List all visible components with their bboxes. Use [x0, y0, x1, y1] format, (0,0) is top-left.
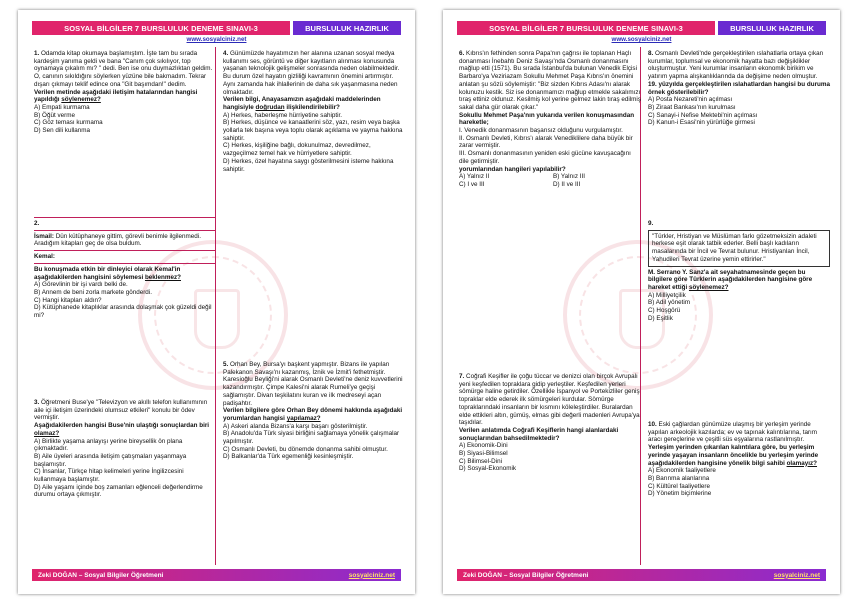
exam-page-left [18, 10, 415, 594]
option-b[interactable]: B) Öğüt verme [34, 111, 75, 119]
statement-item: II. Osmanlı Devleti, Kıbrıs'ı alarak Venediklilere daha büyük bir zarar vermiştir. [459, 134, 633, 150]
option-c[interactable]: C) Sanayi-i Nefise Mektebi'nin açılması [648, 111, 758, 119]
question-1 [34, 50, 216, 135]
question-number: 10. [648, 421, 657, 428]
question-divider [34, 217, 216, 218]
question-text: Öğretmeni Buse'ye "Televizyon ve akıllı telefon kullanımının aile içi iletişim üzerindeki olumsuz etkileri" konulu bir ödev vermiştir. [34, 399, 208, 422]
question-number: 7. [459, 373, 465, 380]
question-text: Odamda kitap okumaya başlamıştım. İşte tam bu sırada kardeşim yanıma geldi ve bana "Canım çok sıkılıyor, top oynamaya çıkalım mı? " dedi. Ben ise onu duymazlıktan geldim. O, canının sıkıldığını söylerken yüzüne bile bakmadım. Tekrar dışarı çıkmayı teklif edince ona "Git başımdan!" dedim. [34, 50, 213, 88]
footer-author: Zeki DOĞAN – Sosyal Bilgiler Öğretmeni [463, 571, 589, 579]
question-7 [459, 373, 641, 473]
page-header [32, 21, 401, 35]
page-header [457, 21, 826, 35]
question-text: Orhan Bey, Bursa'yı başkent yapmıştır. Bizans ile yapılan Palekanon Savaşı'nı kazanmış, İznik ve İzmit'i fethetmiştir. Karesioğlu Beyliği'ni alarak Osmanlı Devleti'ne deniz kuvvetlerini kazandırmıştır. Çimpe Kalesi'ni alarak Rumeli'ye geçişi sağlamıştır. Divan teşkilatını kuran ve ilk medreseyi açan padişahtır. [223, 361, 403, 407]
question-stem: Yerleşim yerinden çıkarılan kalıntılara göre, bu yerleşim yerinde yaşayan insanların öncelikle bu yerleşim yerinde aşağıdakilerden hangisine yönelik bilgi sahibi [648, 444, 819, 467]
question-stem: yorumlarından hangileri yapılabilir? [459, 165, 566, 173]
option-b[interactable]: B) Anadolu'da Türk siyasi birliğini sağlamaya yönelik çalışmalar yapılmıştır. [223, 430, 400, 446]
question-text: Kıbrıs'ın fethinden sonra Papa'nın çağrısı ile toplanan Haçlı donanması İnebahtı Deniz Savaşı'nda Osmanlı donanmasını mağlup etti (1571). Bu sırada İstanbul'da bulunan Venedik Elçisi Barbaro'ya Veziriazam Sokullu Mehmet Paşa Kıbrıs'ın önemini anlatan şu sözü söylemiştir: "Biz sizden Kıbrıs Adası'nı alarak kolunuzu kestik. Siz ise donanmamızı mağlup etmekle sakalımızı tıraş ettiniz oldunuz. Kesilmiş kol yerine gelmez lakin tıraş edilmiş sakal daha gür olarak çıkar." [459, 50, 641, 111]
question-10 [648, 421, 830, 498]
question-stem-emph: yapılamaz? [286, 414, 321, 422]
option-d[interactable]: D) Balkanlar'da Türk egemenliği kesinleşmiştir. [223, 453, 354, 461]
quote-box [648, 230, 830, 267]
question-stem: Aşağıdakilerden hangisi Buse'nin ulaştığı sonuçlardan biri [34, 422, 210, 430]
question-stem: 19. yüzyılda gerçekleştirilen ıslahatlardan hangisi bu duruma örnek gösterilebilir? [648, 80, 830, 96]
question-number: 6. [459, 50, 465, 57]
speaker-label: İsmail: [34, 232, 54, 240]
question-stem: Verilen metinde aşağıdaki iletişim hatalarından hangisi yapıldığı [34, 88, 198, 104]
option-d[interactable]: D) Kanun-i Esasi'nin yürürlüğe girmesi [648, 119, 755, 127]
question-stem-emph: olamayız? [786, 459, 818, 467]
statement-item: III. Osmanlı donanmasının yeniden eski gücüne kavuşacağını dile getirmiştir. [459, 150, 631, 165]
question-stem: Verilen bilgilere göre Orhan Bey dönemi hakkında aşağıdaki yorumlardan hangisi [223, 407, 403, 422]
option-c[interactable]: C) İnsanlar, Türkçe hitap kelimeleri yerine İngilizcesini kullanmaya başlamıştır. [34, 468, 184, 484]
option-a[interactable]: A) Ekonomik faaliyetlere [648, 467, 716, 475]
option-b[interactable]: B) Annem de beni zorla markete gönderdi. [34, 288, 152, 296]
page-footer [457, 569, 826, 581]
question-stem-emph: beklenmez? [144, 273, 181, 281]
question-number: 9. [648, 220, 654, 227]
option-c[interactable]: C) Herkes, kişiliğine bağlı, dokunulmaz, devredilmez, vazgeçilmez temel hak ve hürriyetlere sahiptir. [223, 142, 371, 158]
option-c[interactable]: C) Bilimsel-Dini [459, 457, 503, 465]
question-stem: Verilen bilgi, Anayasamızın aşağıdaki maddelerinden hangisiyle [223, 96, 381, 111]
option-c[interactable]: C) Hangi kitapları aldın? [34, 296, 102, 304]
option-b[interactable]: B) Adil yönetim [648, 299, 690, 307]
option-c[interactable]: C) Kültürel faaliyetlere [648, 482, 710, 490]
option-a[interactable]: A) Herkes, haberleşme hürriyetine sahiptir. [223, 111, 342, 119]
question-text: Günümüzde hayatımızın her alanına uzanan sosyal medya kullanımı ses, görüntü ve diğer kayıtların alınması konusunda yaşanan teknolojik gelişmeler sonrasında neden olabilmektedir. Bu durum özel hayatın gizliliği kavramının önemini artırmıştır. Aynı zamanda hak ihlallerinin de daha sık yaşanmasına neden olmaktadır. [223, 50, 400, 96]
site-link[interactable]: www.sosyalciniz.net [611, 36, 672, 43]
question-stem: ilişkilendirilebilir? [286, 103, 340, 111]
option-a[interactable]: A) Milliyetçilik [648, 291, 686, 299]
option-a[interactable]: A) Yalnız II [459, 173, 490, 181]
question-6 [459, 50, 641, 189]
option-c[interactable]: C) I ve III [459, 180, 485, 188]
exam-badge: BURSLULUK HAZIRLIK [293, 21, 401, 35]
speaker-label: Kemal: [34, 253, 55, 261]
option-c[interactable]: C) Hoşgörü [648, 307, 681, 315]
option-b[interactable]: B) Ziraat Bankası'nın kurulması [648, 103, 736, 111]
option-d[interactable]: D) Sosyal-Ekonomik [459, 465, 517, 473]
question-number: 3. [34, 399, 40, 406]
option-d[interactable]: D) Herkes, özel hayatına saygı gösterilmesini isteme hakkına sahiptir. [223, 157, 394, 173]
option-d[interactable]: D) Kütüphanede kitaplıklar arasında dolaşmak çok güzeldi değil mi? [34, 304, 212, 320]
question-number: 4. [223, 50, 229, 57]
question-stem-emph: olamaz? [34, 429, 60, 437]
site-link[interactable]: www.sosyalciniz.net [186, 36, 247, 43]
option-b[interactable]: B) Siyasi-Bilimsel [459, 450, 508, 458]
question-stem-emph: doğrudan [255, 103, 285, 111]
question-text: Coğrafi Keşifler ile çoğu tüccar ve denizci olan birçok Avrupalı yeni keşfedilen topraklara gidip yerleştiler. Keşfedilen yerleri sömürge haline getirdiler. Özellikle İspanyol ve Portekizliler geniş topraklar elde ederek ilk sömürgeleri kurdular. Sömürge topraklarındaki insanların bir kısmını köleleştirdiler. Buralardan elde ettikleri altın, gümüş, elmas gibi değerli madenleri Avrupa'ya taşıdılar. [459, 373, 640, 427]
option-a[interactable]: A) Birlikte yaşama anlayışı yerine bireysellik ön plana çıkmaktadır. [34, 437, 183, 453]
option-c[interactable]: C) Göz teması kurmama [34, 119, 103, 127]
question-stem: Verilen anlatımda Coğrafi Keşiflerin hangi alanlardaki sonuçlarından bahsedilmektedir? [459, 426, 619, 442]
question-stem-emph: söylenemez? [688, 283, 729, 291]
question-number: 1. [34, 50, 40, 57]
footer-site-link[interactable]: sosyalciniz.net [773, 571, 820, 579]
option-a[interactable]: A) Askeri alanda Bizans'a karşı başarı gösterilmiştir. [223, 422, 368, 430]
option-a[interactable]: A) Görevlinin bir işi vardı belki de. [34, 281, 128, 289]
option-d[interactable]: D) II ve III [553, 180, 581, 188]
question-text: Eski çağlardan günümüze ulaşmış bir yerleşim yerinde yapılan arkeolojik kazılarda; ev ve tapınak kalıntılarına, tarım aracı gereçlerine ve çeşitli süs eşyalarına rastlanılmıştır. [648, 421, 818, 444]
option-b[interactable]: B) Yalnız III [553, 173, 585, 181]
question-text: Osmanlı Devleti'nde gerçekleştirilen ıslahatlarla ortaya çıkan kurumlar, toplumsal ve ekonomik hayatta bazı değişiklikler oluşturmuştur. Yeni kurumlar insanların ekonomik birikim ve yatırım yapma alışkanlıklarında da değişime neden olmuştur. [648, 50, 824, 81]
page-footer [32, 569, 401, 581]
option-b[interactable]: B) Herkes, düşünce ve kanaatlerini söz, yazı, resim veya başka yollarla tek başına veya toplu olarak açıklama ve yayma hakkına sahiptir. [223, 119, 403, 142]
question-4 [223, 50, 405, 173]
question-2 [34, 215, 216, 320]
question-5 [223, 361, 405, 461]
question-9 [648, 220, 830, 322]
question-8 [648, 50, 830, 127]
question-3 [34, 399, 216, 499]
speaker-text: Dün kütüphaneye gittim, görevli benimle ilgilenmedi. Aradığım kitapları geç de olsa buldum. [34, 232, 201, 248]
statement-item: I. Venedik donanmasının başarısız olduğunu vurgulamıştır. [459, 127, 623, 135]
question-stem-emph: söylenemez? [61, 96, 101, 104]
question-stem: M. Serrano Y. Sanz'a ait seyahatnamesinde geçen bu bilgilere göre Türklerin aşağıdakilerden hangisine göre hareket ettiği [648, 268, 813, 291]
option-c[interactable]: C) Osmanlı Devleti, bu dönemde donanma sahibi olmuştur. [223, 445, 388, 453]
question-number: 8. [648, 50, 654, 57]
option-d[interactable]: D) Sen dili kullanma [34, 127, 90, 135]
option-a[interactable]: A) Ekonomik-Dini [459, 442, 508, 450]
footer-site-link[interactable]: sosyalciniz.net [348, 571, 395, 579]
option-b[interactable]: B) Barınma alanlarına [648, 474, 710, 482]
footer-author: Zeki DOĞAN – Sosyal Bilgiler Öğretmeni [38, 571, 164, 579]
quote-text: "Türkler, Hristiyan ve Müslüman farkı gözetmeksizin adaleti herkese eşit olarak tatbik ederler. Belli başlı kadıların masalarında bir İncil ve Tevrat bulunur. Hristiyanları İncil, Yahudileri Tevrat üzerine yemin ettirirler." [652, 232, 817, 263]
option-d[interactable]: D) Yönetim biçimlerine [648, 490, 712, 498]
question-number: 5. [223, 361, 229, 368]
exam-page-right [443, 10, 840, 594]
question-stem: Bu konuşmada etkin bir dinleyici olarak Kemal'in aşağıdakilerden hangisini söylemesi [34, 265, 181, 281]
option-d[interactable]: D) Aile yaşamı içinde boş zamanları eğlenceli değerlendirme durumu ortaya çıkmıştır. [34, 483, 203, 499]
option-a[interactable]: A) Posta Nezareti'nin açılması [648, 96, 733, 104]
option-d[interactable]: D) Eşitlik [648, 314, 673, 322]
exam-title: SOSYAL BİLGİLER 7 BURSLULUK DENEME SINAVI-3 [32, 21, 290, 35]
question-stem: Sokullu Mehmet Paşa'nın yukarıda verilen konuşmasından hareketle; [459, 111, 635, 127]
option-b[interactable]: B) Aile üyeleri arasında iletişim çatışmaları yaşanmaya başlamıştır. [34, 452, 187, 468]
exam-title: SOSYAL BİLGİLER 7 BURSLULUK DENEME SINAVI-3 [457, 21, 715, 35]
exam-badge: BURSLULUK HAZIRLIK [718, 21, 826, 35]
question-number: 2. [34, 220, 40, 227]
option-a[interactable]: A) Empati kurmama [34, 103, 90, 111]
